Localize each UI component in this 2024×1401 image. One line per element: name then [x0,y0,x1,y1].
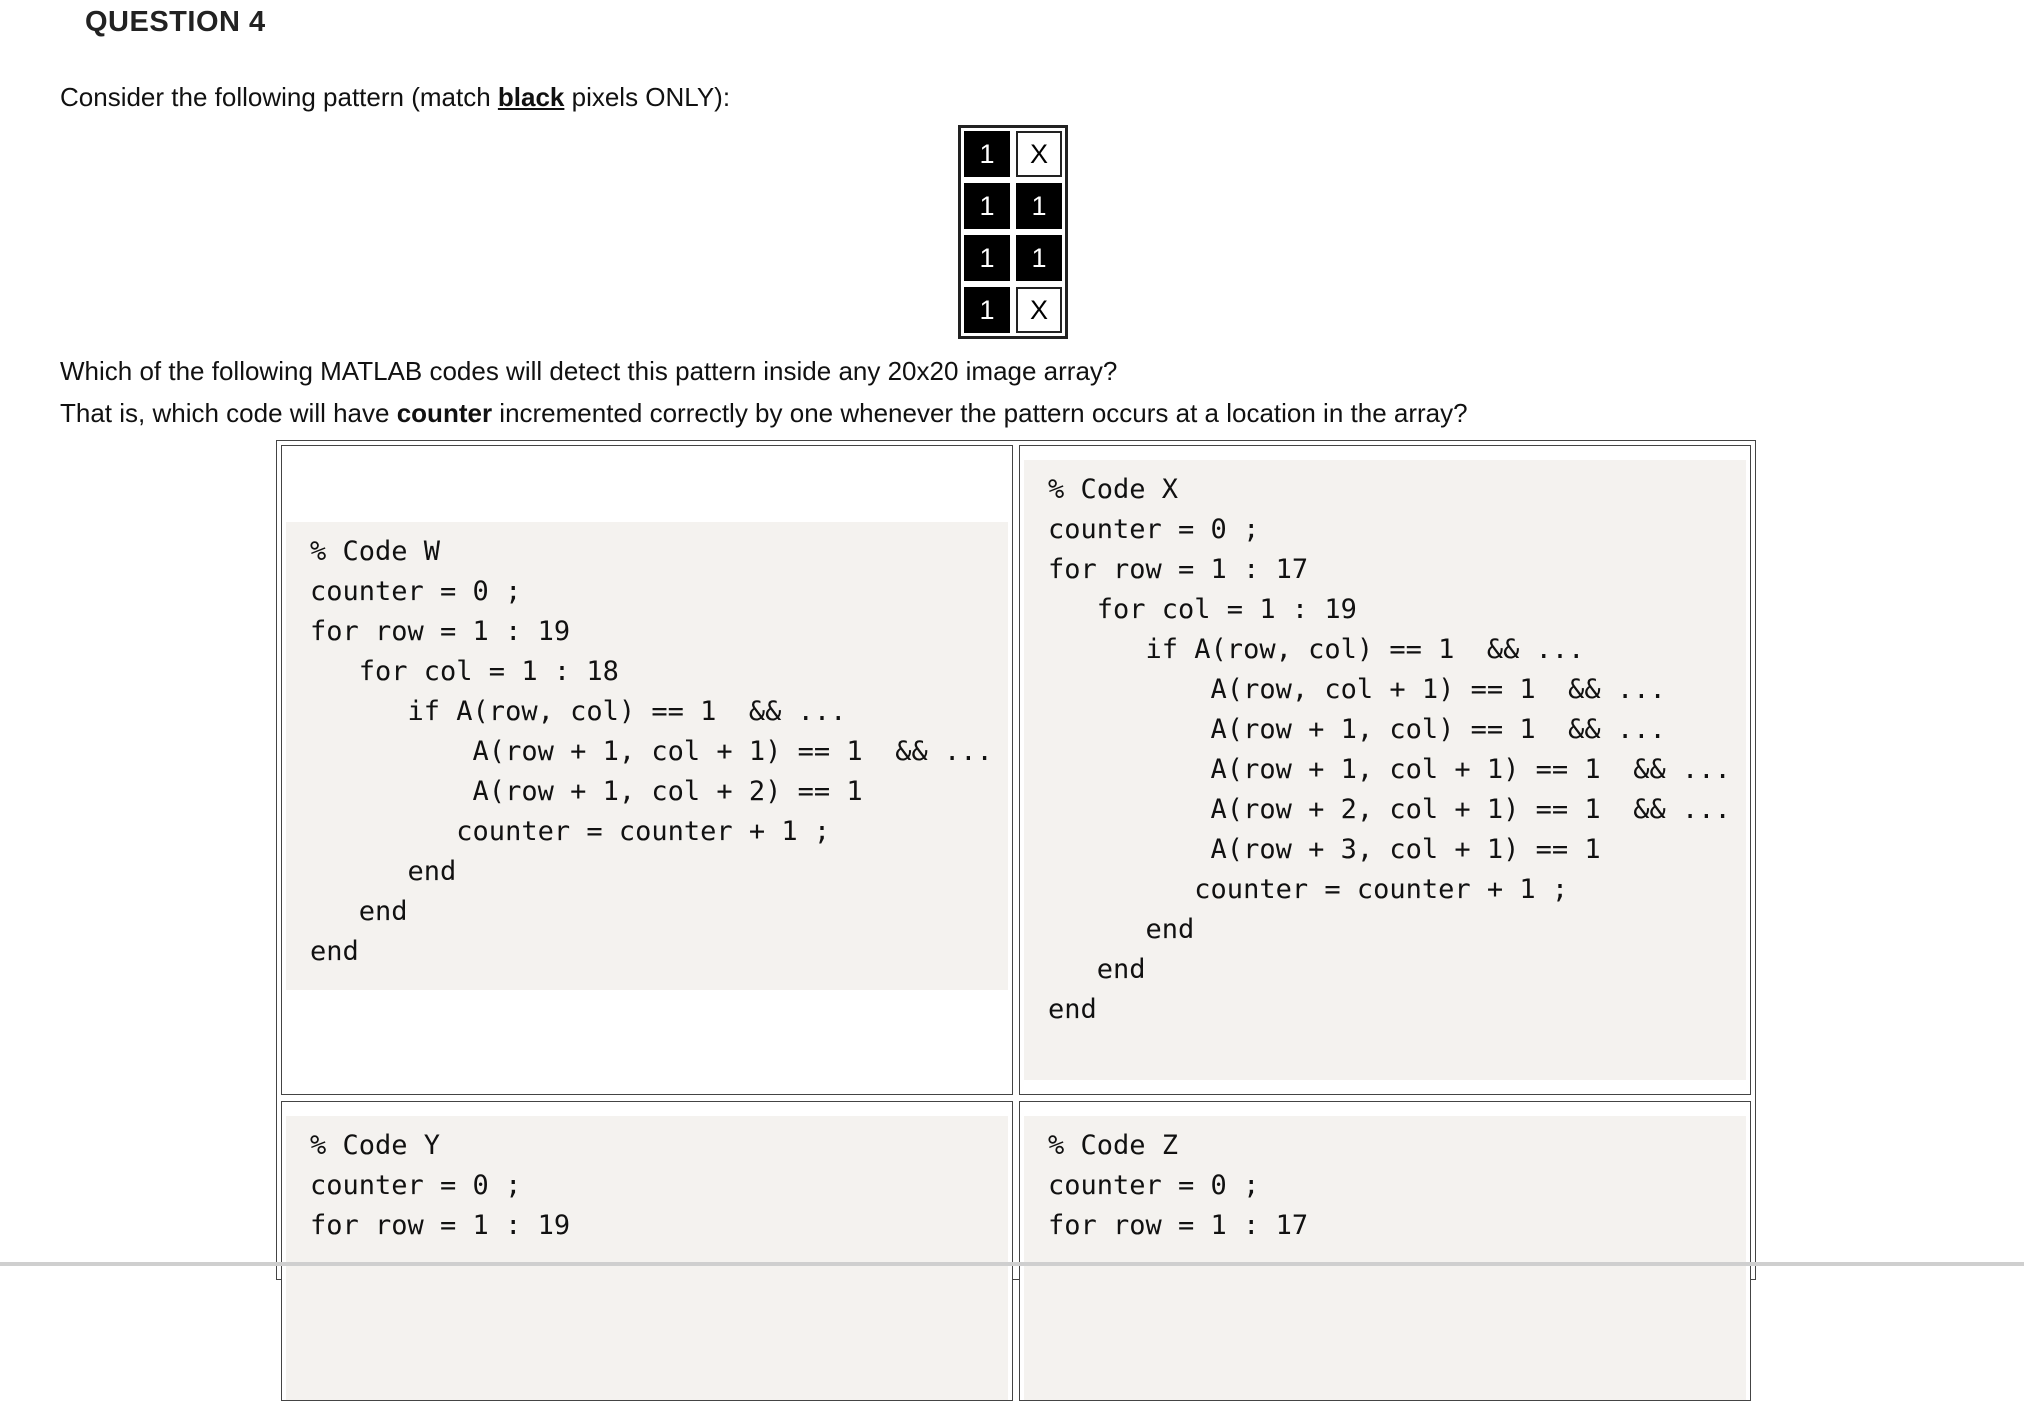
pattern-prompt: Consider the following pattern (match black pixels ONLY): [60,82,731,112]
code-w-cell [281,445,1013,1095]
pattern-cell: 1 [964,183,1010,229]
code-z-cell [1019,1101,1751,1401]
code-x-block: % Code X counter = 0 ; for row = 1 : 17 for col = 1 : 19 if A(row, col) == 1 && ... A(row, col + 1) == 1 && ... A(row + 1, col) == 1 && ... A(row + 1, col + 1) == 1 && ... A(row + 2, col + 1) == 1 && ... A(row + 3, col + 1) == 1 counter = counter + 1 ; end end end [1024,460,1746,1080]
pattern-cell: X [1016,131,1062,177]
pattern-cell: 1 [1016,183,1062,229]
pattern-cell: 1 [964,131,1010,177]
code-y-block: % Code Y counter = 0 ; for row = 1 : 19 [286,1116,1008,1400]
pattern-cell: 1 [964,287,1010,333]
page-bottom-edge [0,1262,2024,1266]
pattern-cell: X [1016,287,1062,333]
pattern-cell: 1 [1016,235,1062,281]
question-subtext: That is, which code will have counter incremented correctly by one whenever the pattern occurs at a location in the array? [60,398,1468,428]
code-y-cell [281,1101,1013,1401]
question-text: Which of the following MATLAB codes will detect this pattern inside any 20x20 image array? [60,356,1118,386]
code-x-cell [1019,445,1751,1095]
code-options-table [276,440,1756,1280]
question-title: QUESTION 4 [85,6,266,38]
pattern-cell: 1 [964,235,1010,281]
pattern-grid [958,125,1068,339]
code-w-block: % Code W counter = 0 ; for row = 1 : 19 for col = 1 : 18 if A(row, col) == 1 && ... A(row + 1, col + 1) == 1 && ... A(row + 1, col + 2) == 1 counter = counter + 1 ; end end end [286,522,1008,990]
code-z-block: % Code Z counter = 0 ; for row = 1 : 17 [1024,1116,1746,1400]
